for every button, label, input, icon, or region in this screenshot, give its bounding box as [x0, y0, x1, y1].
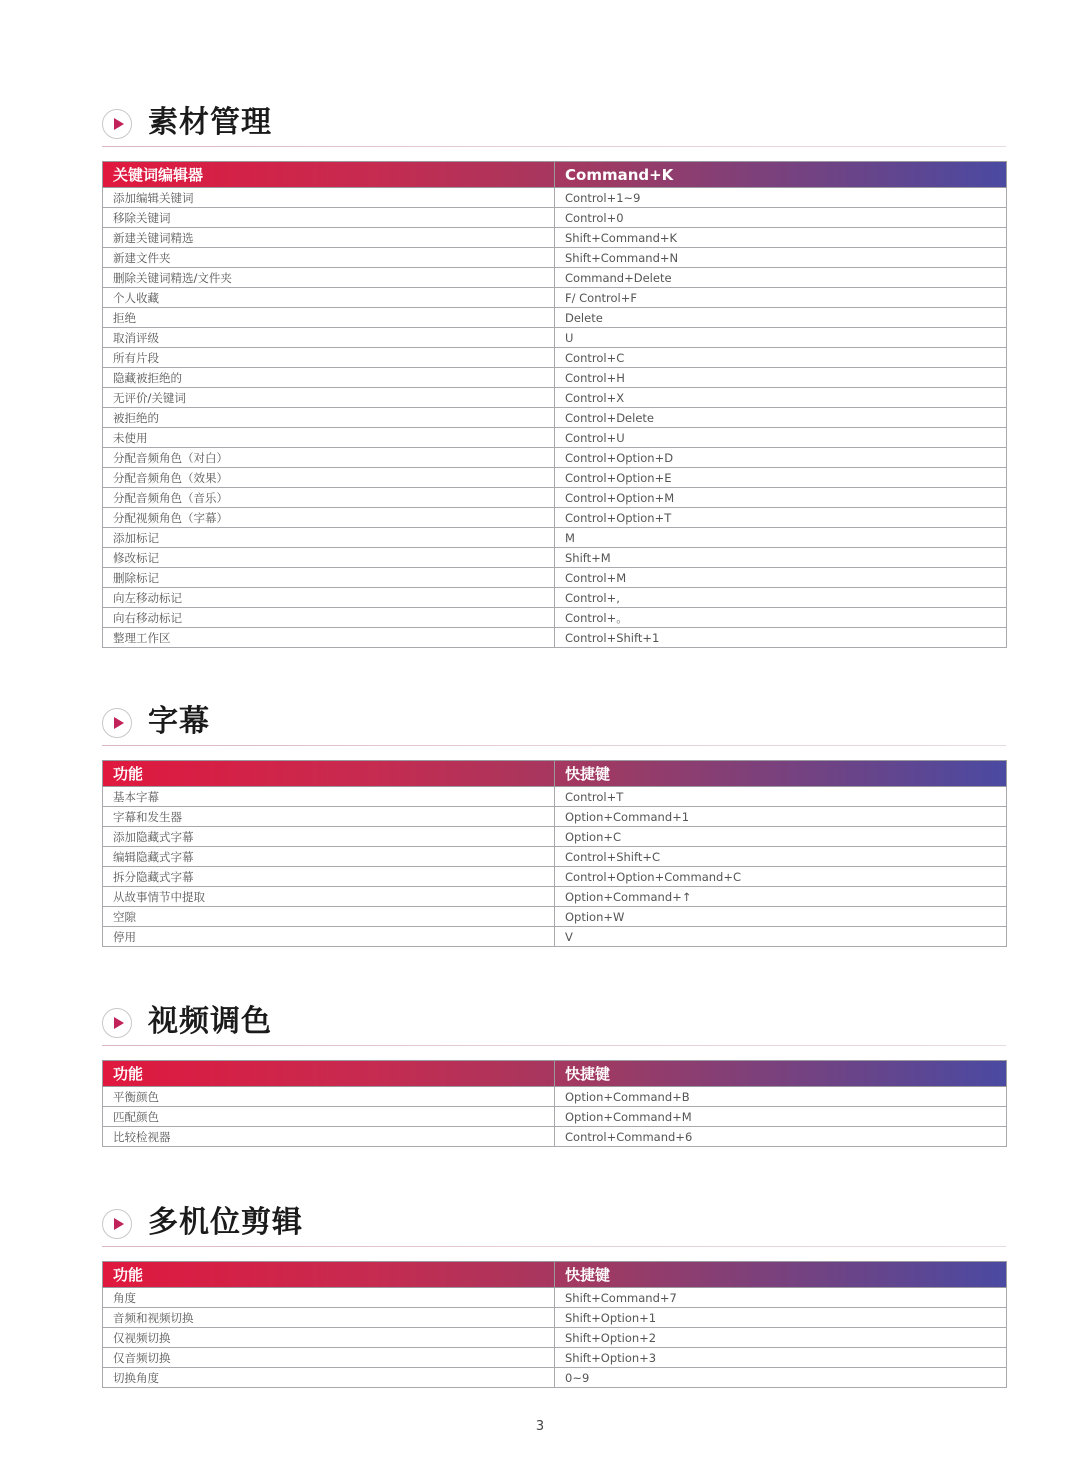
section-divider — [102, 745, 1006, 746]
shortcut-cell: Shift+M — [555, 548, 1007, 568]
table-row — [103, 927, 1007, 947]
shortcut-cell: Option+Command+1 — [555, 807, 1007, 827]
function-cell: 空隙 — [103, 907, 555, 927]
table-row — [103, 1368, 1007, 1388]
play-circle-icon — [102, 708, 132, 738]
table-row — [103, 448, 1007, 468]
table-row — [103, 348, 1007, 368]
column-header-function: 关键词编辑器 — [103, 162, 555, 188]
table-row — [103, 1127, 1007, 1147]
section-title: 多机位剪辑 — [148, 1205, 303, 1240]
function-cell: 停用 — [103, 927, 555, 947]
section-divider — [102, 1045, 1006, 1046]
table-row — [103, 548, 1007, 568]
table-row — [103, 248, 1007, 268]
shortcut-cell: Option+W — [555, 907, 1007, 927]
function-cell: 新建关键词精选 — [103, 228, 555, 248]
function-cell: 比较检视器 — [103, 1127, 555, 1147]
function-cell: 个人收藏 — [103, 288, 555, 308]
column-header-function: 功能 — [103, 1061, 555, 1087]
function-cell: 删除标记 — [103, 568, 555, 588]
function-cell: 分配音频角色（音乐） — [103, 488, 555, 508]
function-cell: 基本字幕 — [103, 787, 555, 807]
play-circle-icon — [102, 1209, 132, 1239]
section-asset-management — [102, 105, 1006, 645]
function-cell: 修改标记 — [103, 548, 555, 568]
shortcut-cell: Control+Option+M — [555, 488, 1007, 508]
function-cell: 拆分隐藏式字幕 — [103, 867, 555, 887]
function-cell: 切换角度 — [103, 1368, 555, 1388]
table-row — [103, 1328, 1007, 1348]
function-cell: 添加隐藏式字幕 — [103, 827, 555, 847]
table-row — [103, 428, 1007, 448]
shortcut-table — [102, 1261, 1007, 1388]
function-cell: 无评价/关键词 — [103, 388, 555, 408]
table-row — [103, 1288, 1007, 1308]
table-row — [103, 867, 1007, 887]
table-row — [103, 228, 1007, 248]
section-divider — [102, 1246, 1006, 1247]
function-cell: 拒绝 — [103, 308, 555, 328]
shortcut-cell: F/ Control+F — [555, 288, 1007, 308]
column-header-shortcut: Command+K — [555, 162, 1007, 188]
shortcut-cell: Control+H — [555, 368, 1007, 388]
table-row — [103, 847, 1007, 867]
table-row — [103, 608, 1007, 628]
section-divider — [102, 146, 1006, 147]
section-header — [102, 1004, 1006, 1048]
function-cell: 移除关键词 — [103, 208, 555, 228]
table-row — [103, 1308, 1007, 1328]
table-row — [103, 288, 1007, 308]
shortcut-cell: Delete — [555, 308, 1007, 328]
table-row — [103, 1348, 1007, 1368]
column-header-shortcut: 快捷键 — [555, 761, 1007, 787]
shortcut-cell: Command+Delete — [555, 268, 1007, 288]
table-row — [103, 628, 1007, 648]
shortcut-cell: Control+U — [555, 428, 1007, 448]
function-cell: 字幕和发生器 — [103, 807, 555, 827]
shortcut-cell: V — [555, 927, 1007, 947]
shortcut-cell: Option+C — [555, 827, 1007, 847]
shortcut-cell: Control+0 — [555, 208, 1007, 228]
shortcut-table — [102, 760, 1007, 947]
function-cell: 添加标记 — [103, 528, 555, 548]
function-cell: 向右移动标记 — [103, 608, 555, 628]
table-row — [103, 468, 1007, 488]
shortcut-cell: Option+Command+↑ — [555, 887, 1007, 907]
table-row — [103, 807, 1007, 827]
section-multicam-editing — [102, 1205, 1006, 1385]
table-row — [103, 907, 1007, 927]
table-row — [103, 408, 1007, 428]
table-header-row — [103, 1061, 1007, 1087]
shortcut-cell: Control+Shift+1 — [555, 628, 1007, 648]
shortcut-cell: Control+M — [555, 568, 1007, 588]
section-header — [102, 1205, 1006, 1249]
shortcut-table — [102, 1060, 1007, 1147]
table-row — [103, 308, 1007, 328]
function-cell: 仅音频切换 — [103, 1348, 555, 1368]
table-row — [103, 1107, 1007, 1127]
function-cell: 取消评级 — [103, 328, 555, 348]
function-cell: 分配音频角色（对白） — [103, 448, 555, 468]
shortcut-cell: Control+T — [555, 787, 1007, 807]
table-header-row — [103, 162, 1007, 188]
shortcut-cell: Control+Option+T — [555, 508, 1007, 528]
function-cell: 添加编辑关键词 — [103, 188, 555, 208]
shortcut-cell: Shift+Command+N — [555, 248, 1007, 268]
table-row — [103, 787, 1007, 807]
section-header — [102, 704, 1006, 748]
function-cell: 未使用 — [103, 428, 555, 448]
table-row — [103, 188, 1007, 208]
table-row — [103, 1087, 1007, 1107]
table-row — [103, 827, 1007, 847]
table-row — [103, 208, 1007, 228]
page-number: 3 — [535, 1419, 545, 1434]
section-color-grading — [102, 1004, 1006, 1144]
shortcut-table — [102, 161, 1007, 648]
table-row — [103, 368, 1007, 388]
shortcut-cell: M — [555, 528, 1007, 548]
function-cell: 删除关键词精选/文件夹 — [103, 268, 555, 288]
shortcut-cell: Control+Option+Command+C — [555, 867, 1007, 887]
table-row — [103, 568, 1007, 588]
function-cell: 角度 — [103, 1288, 555, 1308]
function-cell: 仅视频切换 — [103, 1328, 555, 1348]
table-row — [103, 508, 1007, 528]
table-row — [103, 588, 1007, 608]
table-row — [103, 887, 1007, 907]
shortcut-cell: Shift+Command+K — [555, 228, 1007, 248]
shortcut-cell: Control+。 — [555, 608, 1007, 628]
table-header-row — [103, 761, 1007, 787]
shortcut-cell: Control+C — [555, 348, 1007, 368]
function-cell: 音频和视频切换 — [103, 1308, 555, 1328]
column-header-shortcut: 快捷键 — [555, 1262, 1007, 1288]
shortcut-cell: Shift+Option+3 — [555, 1348, 1007, 1368]
function-cell: 分配视频角色（字幕） — [103, 508, 555, 528]
table-row — [103, 388, 1007, 408]
function-cell: 向左移动标记 — [103, 588, 555, 608]
shortcut-cell: Control+, — [555, 588, 1007, 608]
shortcut-cell: Control+Option+D — [555, 448, 1007, 468]
shortcut-cell: Option+Command+M — [555, 1107, 1007, 1127]
section-subtitles — [102, 704, 1006, 944]
table-row — [103, 268, 1007, 288]
function-cell: 整理工作区 — [103, 628, 555, 648]
function-cell: 被拒绝的 — [103, 408, 555, 428]
function-cell: 平衡颜色 — [103, 1087, 555, 1107]
shortcut-cell: Shift+Option+2 — [555, 1328, 1007, 1348]
shortcut-cell: Control+Delete — [555, 408, 1007, 428]
play-circle-icon — [102, 1008, 132, 1038]
table-row — [103, 528, 1007, 548]
section-header — [102, 105, 1006, 149]
function-cell: 从故事情节中提取 — [103, 887, 555, 907]
shortcut-cell: Control+X — [555, 388, 1007, 408]
section-title: 字幕 — [148, 704, 210, 739]
function-cell: 隐藏被拒绝的 — [103, 368, 555, 388]
function-cell: 编辑隐藏式字幕 — [103, 847, 555, 867]
shortcut-cell: Control+Command+6 — [555, 1127, 1007, 1147]
column-header-shortcut: 快捷键 — [555, 1061, 1007, 1087]
section-title: 视频调色 — [148, 1004, 272, 1039]
function-cell: 所有片段 — [103, 348, 555, 368]
shortcut-cell: Shift+Command+7 — [555, 1288, 1007, 1308]
column-header-function: 功能 — [103, 761, 555, 787]
shortcut-cell: Control+1~9 — [555, 188, 1007, 208]
shortcut-cell: 0~9 — [555, 1368, 1007, 1388]
shortcut-cell: U — [555, 328, 1007, 348]
function-cell: 新建文件夹 — [103, 248, 555, 268]
shortcut-cell: Control+Option+E — [555, 468, 1007, 488]
table-header-row — [103, 1262, 1007, 1288]
section-title: 素材管理 — [148, 105, 272, 140]
column-header-function: 功能 — [103, 1262, 555, 1288]
shortcut-cell: Shift+Option+1 — [555, 1308, 1007, 1328]
play-circle-icon — [102, 109, 132, 139]
table-row — [103, 328, 1007, 348]
table-row — [103, 488, 1007, 508]
shortcut-cell: Option+Command+B — [555, 1087, 1007, 1107]
function-cell: 分配音频角色（效果） — [103, 468, 555, 488]
function-cell: 匹配颜色 — [103, 1107, 555, 1127]
shortcut-cell: Control+Shift+C — [555, 847, 1007, 867]
